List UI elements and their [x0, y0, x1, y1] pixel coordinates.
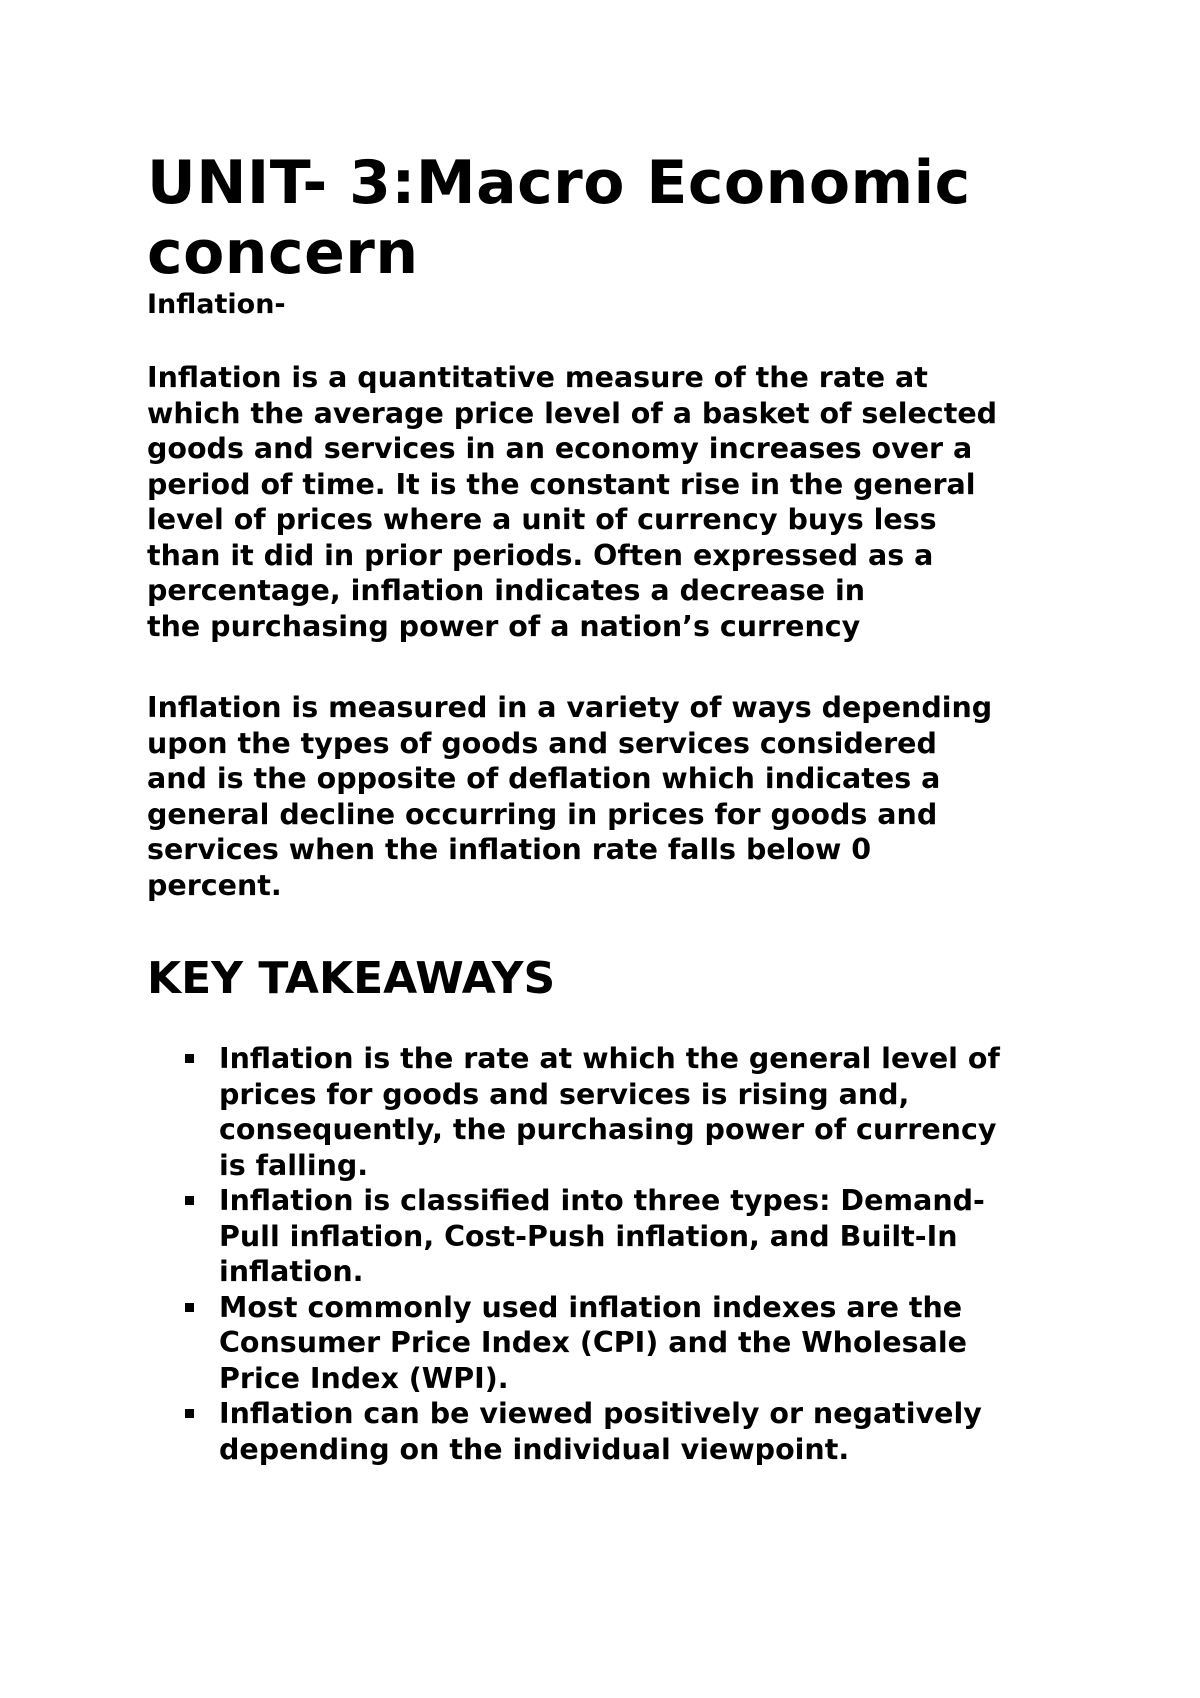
- paragraph-line: which the average price level of a basket of selected: [147, 396, 998, 430]
- square-bullet-icon: [185, 1054, 194, 1063]
- list-item-line: Most commonly used inflation indexes are the: [219, 1290, 963, 1324]
- key-takeaways-list: [147, 1041, 1077, 1467]
- list-item-line: Inflation can be viewed positively or negatively: [219, 1397, 982, 1430]
- paragraph-line: percent.: [147, 868, 282, 902]
- paragraph-line: than it did in prior periods. Often expressed as a: [147, 538, 934, 572]
- paragraph-line: period of time. It is the constant rise in the general: [147, 467, 976, 501]
- list-item: [185, 1396, 1077, 1467]
- paragraph-line: level of prices where a unit of currency buys less: [147, 503, 937, 536]
- list-item-line: consequently, the purchasing power of currency: [219, 1113, 997, 1146]
- paragraph-line: goods and services in an economy increases over a: [147, 432, 973, 465]
- paragraph-line: general decline occurring in prices for goods and: [147, 797, 938, 831]
- paragraph-definition: [147, 360, 1077, 644]
- square-bullet-icon: [185, 1196, 194, 1205]
- list-item-line: Inflation is the rate at which the general level of: [219, 1042, 1000, 1075]
- list-item-line: Pull inflation, Cost-Push inflation, and Built-In: [219, 1219, 958, 1253]
- list-item: [185, 1290, 1077, 1397]
- list-item-line: inflation.: [219, 1255, 364, 1288]
- list-item-line: prices for goods and services is rising and,: [219, 1077, 910, 1111]
- paragraph-line: percentage, inflation indicates a decrease in: [147, 574, 866, 607]
- paragraph-line: Inflation is a quantitative measure of the rate at: [147, 361, 928, 394]
- paragraph-line: services when the inflation rate falls below 0: [147, 833, 872, 866]
- paragraph-line: upon the types of goods and services considered: [147, 726, 937, 760]
- paragraph-line: Inflation is measured in a variety of ways depending: [147, 691, 993, 724]
- paragraph-line: the purchasing power of a nation’s currency: [147, 609, 861, 643]
- list-item-line: is falling.: [219, 1148, 369, 1182]
- list-item-line: depending on the individual viewpoint.: [219, 1432, 850, 1466]
- list-item-line: Inflation is classified into three types: Demand-: [219, 1184, 985, 1217]
- title-line: concern: [147, 218, 419, 288]
- list-item-line: Consumer Price Index (CPI) and the Wholesale: [219, 1326, 967, 1359]
- list-item: [185, 1183, 1077, 1290]
- key-takeaways-heading: KEY TAKEAWAYS: [147, 953, 556, 1004]
- square-bullet-icon: [185, 1303, 194, 1312]
- square-bullet-icon: [185, 1409, 194, 1418]
- list-item: [185, 1041, 1077, 1183]
- list-item-line: Price Index (WPI).: [219, 1361, 509, 1395]
- paragraph-measurement: [147, 690, 1077, 903]
- title-line: UNIT- 3:Macro Economic: [147, 148, 971, 218]
- paragraph-line: and is the opposite of deflation which indicates a: [147, 762, 941, 795]
- document-page: [147, 148, 1077, 1467]
- section-subheading: Inflation-: [147, 289, 286, 320]
- page-title: [147, 148, 1077, 288]
